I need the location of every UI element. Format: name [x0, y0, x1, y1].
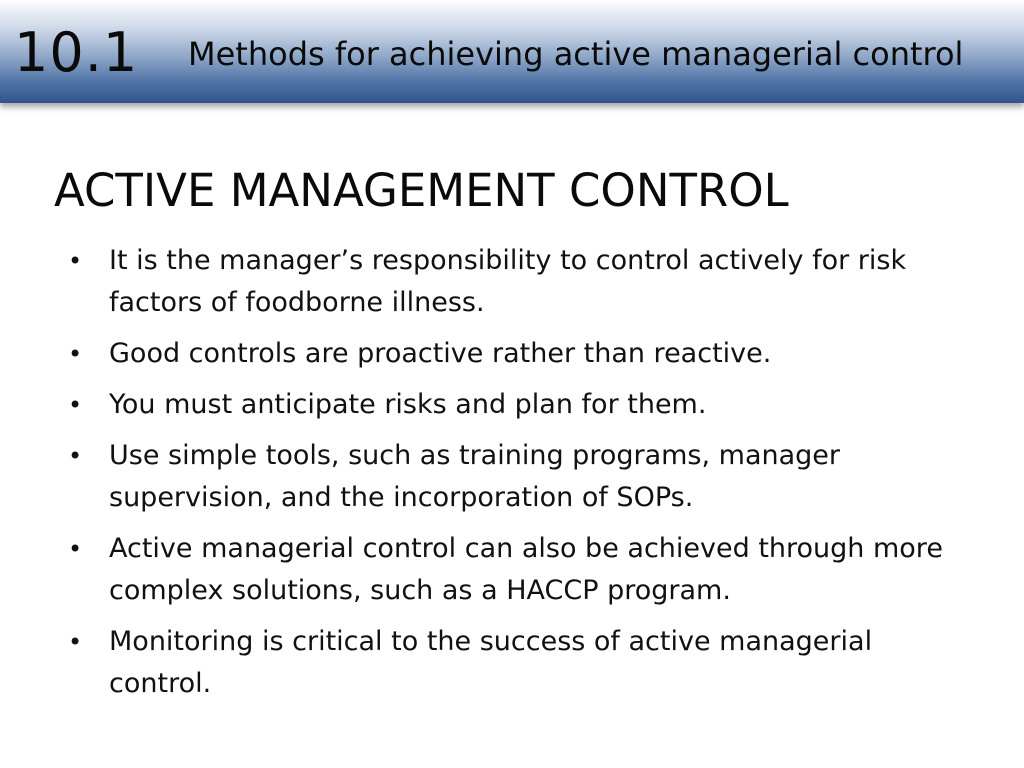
bullet-list	[68, 240, 968, 714]
bullet-item	[68, 384, 968, 426]
bullet-item	[68, 333, 968, 375]
bullet-text: Good controls are proactive rather than reactive.	[109, 338, 772, 369]
bullet-icon: •	[68, 442, 83, 470]
bullet-icon: •	[68, 340, 83, 368]
bullet-icon: •	[68, 628, 83, 656]
bullet-icon: •	[68, 535, 83, 563]
bullet-item	[68, 435, 968, 519]
bullet-text: It is the manager’s responsibility to control actively for risk factors of foodborne illness.	[109, 245, 907, 318]
bullet-icon: •	[68, 247, 83, 275]
header-bar	[0, 0, 1024, 103]
section-number: 10.1	[14, 21, 139, 84]
bullet-item	[68, 240, 968, 324]
bullet-text: Monitoring is critical to the success of active managerial control.	[109, 626, 873, 699]
bullet-item	[68, 528, 968, 612]
bullet-text: Use simple tools, such as training programs, manager supervision, and the incorporation of SOPs.	[109, 440, 841, 513]
section-title: Methods for achieving active managerial control	[188, 35, 964, 73]
slide-heading: ACTIVE MANAGEMENT CONTROL	[54, 164, 789, 217]
bullet-item	[68, 621, 968, 705]
bullet-text: Active managerial control can also be achieved through more complex solutions, such as a HACCP program.	[109, 533, 943, 606]
bullet-icon: •	[68, 391, 83, 419]
bullet-text: You must anticipate risks and plan for them.	[109, 389, 707, 420]
